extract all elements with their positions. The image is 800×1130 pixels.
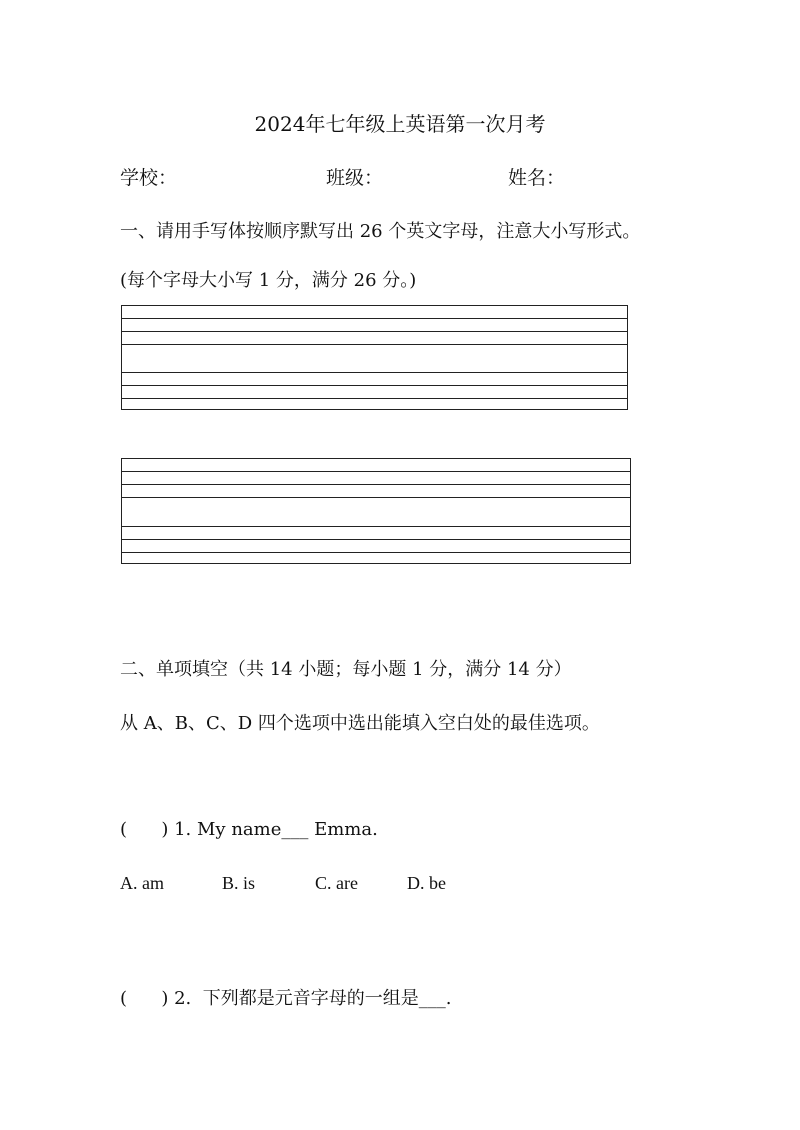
question-1: ( ) 1. My name___ Emma. [120,819,378,840]
page-title: 2024年七年级上英语第一次月考 [254,112,546,136]
grid-line [122,484,630,485]
grid-line [122,552,630,553]
section2-heading: 二、单项填空（共 14 小题；每小题 1 分，满分 14 分） [120,659,572,680]
name-field-label: 姓名： [508,167,566,189]
grid-line [122,331,627,332]
grid-line [122,385,627,386]
grid-line [122,526,630,527]
grid-line [122,344,627,345]
grid-line [122,471,630,472]
handwriting-grid-2 [121,458,631,564]
grid-line [122,539,630,540]
school-field-label: 学校： [120,167,178,189]
question-1-option-d: D. be [407,873,446,893]
grid-line [122,372,627,373]
section1-score-note: (每个字母大小写 1 分，满分 26 分。) [120,270,417,291]
grid-line [122,497,630,498]
handwriting-grid-1 [121,305,628,410]
grid-line [122,398,627,399]
section2-instruction: 从 A、B、C、D 四个选项中选出能填入空白处的最佳选项。 [120,713,600,734]
grid-line [122,318,627,319]
class-field-label: 班级： [326,167,384,189]
question-1-option-b: B. is [222,873,256,893]
question-1-option-a: A. am [120,873,164,893]
section1-heading: 一、请用手写体按顺序默写出 26 个英文字母，注意大小写形式。 [120,221,641,242]
question-1-option-c: C. are [315,873,358,893]
question-2: ( ) 2. 下列都是元音字母的一组是___. [120,988,452,1009]
